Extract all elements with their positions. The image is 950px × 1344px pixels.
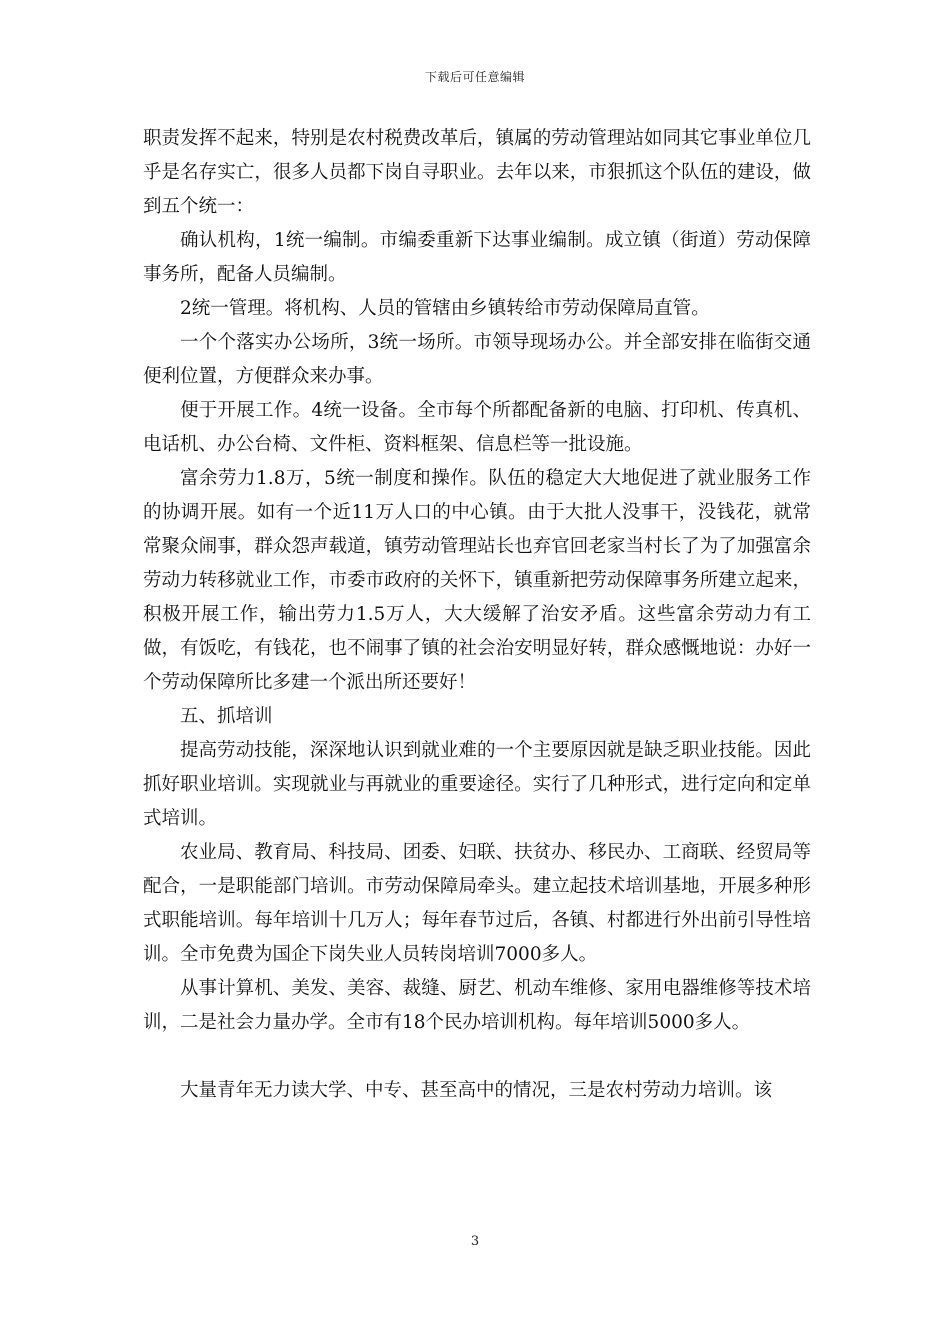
paragraph-7: 提高劳动技能，深深地认识到就业难的一个主要原因就是缺乏职业技能。因此抓好职业培训。实现就业与再就业的重要途径。实行了几种形式，进行定向和定单式培训。	[143, 740, 811, 829]
paragraph-1: 职责发挥不起来，特别是农村税费改革后，镇属的劳动管理站如同其它事业单位几乎是名存实亡，很多人员都下岗自寻职业。去年以来，市狠抓这个队伍的建设，做到五个统一：	[143, 128, 811, 217]
paragraph-8: 农业局、教育局、科技局、团委、妇联、扶贫办、移民办、工商联、经贸局等配合，一是职能部门培训。市劳动保障局牵头。建立起技术培训基地，开展多种形式职能培训。每年培训十几万人；每年春节过后，各镇、村都进行外出前引导性培训。全市免费为国企下岗失业人员转岗培训7000多人。	[143, 842, 811, 965]
section-heading: 五、抓培训	[180, 706, 273, 727]
paragraph-10: 大量青年无力读大学、中专、甚至高中的情况，三是农村劳动力培训。该	[180, 1080, 773, 1101]
document-body	[143, 122, 811, 1108]
paragraph-5: 便于开展工作。4统一设备。全市每个所都配备新的电脑、打印机、传真机、电话机、办公台椅、文件柜、资料框架、信息栏等一批设施。	[143, 400, 811, 455]
paragraph-2: 确认机构，1统一编制。市编委重新下达事业编制。成立镇（街道）劳动保障事务所，配备人员编制。	[143, 230, 811, 285]
paragraph-gap	[143, 1040, 811, 1074]
page-number: 3	[470, 1234, 480, 1249]
page-header: 下载后可任意编辑	[424, 70, 525, 84]
paragraph-9: 从事计算机、美发、美容、裁缝、厨艺、机动车维修、家用电器维修等技术培训，二是社会力量办学。全市有18个民办培训机构。每年培训5000多人。	[143, 978, 811, 1033]
paragraph-3: 2统一管理。将机构、人员的管辖由乡镇转给市劳动保障局直管。	[180, 298, 710, 319]
paragraph-4: 一个个落实办公场所，3统一场所。市领导现场办公。并全部安排在临街交通便利位置，方便群众来办事。	[143, 332, 811, 387]
paragraph-6: 富余劳力1.8万，5统一制度和操作。队伍的稳定大大地促进了就业服务工作的协调开展。如有一个近11万人口的中心镇。由于大批人没事干，没钱花，就常常聚众闹事，群众怨声载道，镇劳动管理站长也弃官回老家当村长了为了加强富余劳动力转移就业工作，市委市政府的关怀下，镇重新把劳动保障事务所建立起来，积极开展工作，输出劳力1.5万人，大大缓解了治安矛盾。这些富余劳动力有工做，有饭吃，有钱花，也不闹事了镇的社会治安明显好转，群众感慨地说：办好一个劳动保障所比多建一个派出所还要好！	[143, 468, 811, 693]
